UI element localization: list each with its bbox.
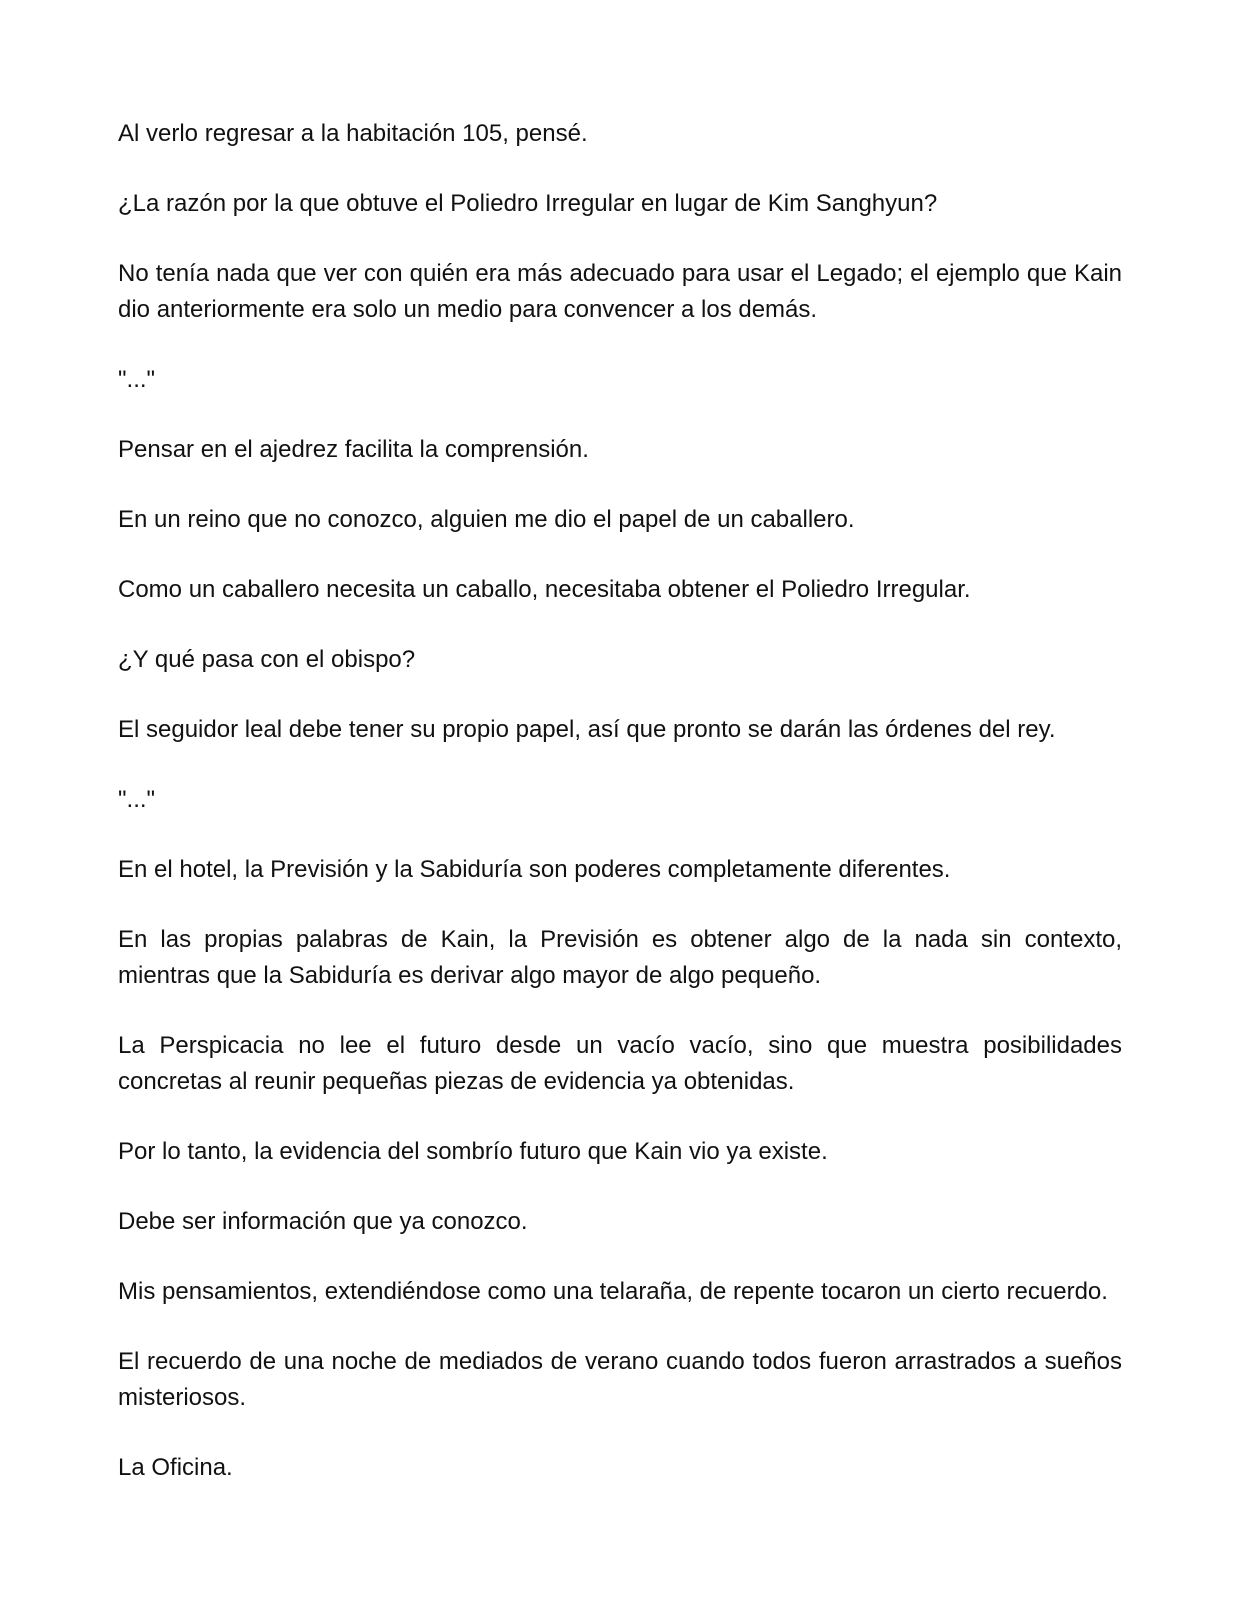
paragraph: Mis pensamientos, extendiéndose como una telaraña, de repente tocaron un cierto recuerdo. <box>118 1278 1108 1305</box>
paragraph: La Perspicacia no lee el futuro desde un vacío vacío, sino que muestra posibilidades concretas al reunir pequeñas piezas de evidencia ya obtenidas. <box>118 1032 1122 1095</box>
paragraph: El recuerdo de una noche de mediados de verano cuando todos fueron arrastrados a sueños misteriosos. <box>118 1348 1122 1411</box>
paragraph: En las propias palabras de Kain, la Previsión es obtener algo de la nada sin contexto, mientras que la Sabiduría es derivar algo mayor de algo pequeño. <box>118 926 1122 989</box>
paragraph: Debe ser información que ya conozco. <box>118 1208 528 1235</box>
paragraph: No tenía nada que ver con quién era más adecuado para usar el Legado; el ejemplo que Kain dio anteriormente era solo un medio para convencer a los demás. <box>118 260 1122 323</box>
paragraph: La Oficina. <box>118 1454 233 1481</box>
paragraph: Pensar en el ajedrez facilita la comprensión. <box>118 436 589 463</box>
paragraph: Al verlo regresar a la habitación 105, pensé. <box>118 120 588 147</box>
document-body <box>118 116 1122 1520</box>
paragraph: "..." <box>118 786 156 813</box>
paragraph: Por lo tanto, la evidencia del sombrío futuro que Kain vio ya existe. <box>118 1138 828 1165</box>
paragraph: ¿La razón por la que obtuve el Poliedro Irregular en lugar de Kim Sanghyun? <box>118 190 938 217</box>
paragraph: En un reino que no conozco, alguien me dio el papel de un caballero. <box>118 506 855 533</box>
paragraph: ¿Y qué pasa con el obispo? <box>118 646 416 673</box>
paragraph: Como un caballero necesita un caballo, necesitaba obtener el Poliedro Irregular. <box>118 576 971 603</box>
paragraph: En el hotel, la Previsión y la Sabiduría son poderes completamente diferentes. <box>118 856 951 883</box>
paragraph: "..." <box>118 366 156 393</box>
paragraph: El seguidor leal debe tener su propio papel, así que pronto se darán las órdenes del rey. <box>118 716 1056 743</box>
